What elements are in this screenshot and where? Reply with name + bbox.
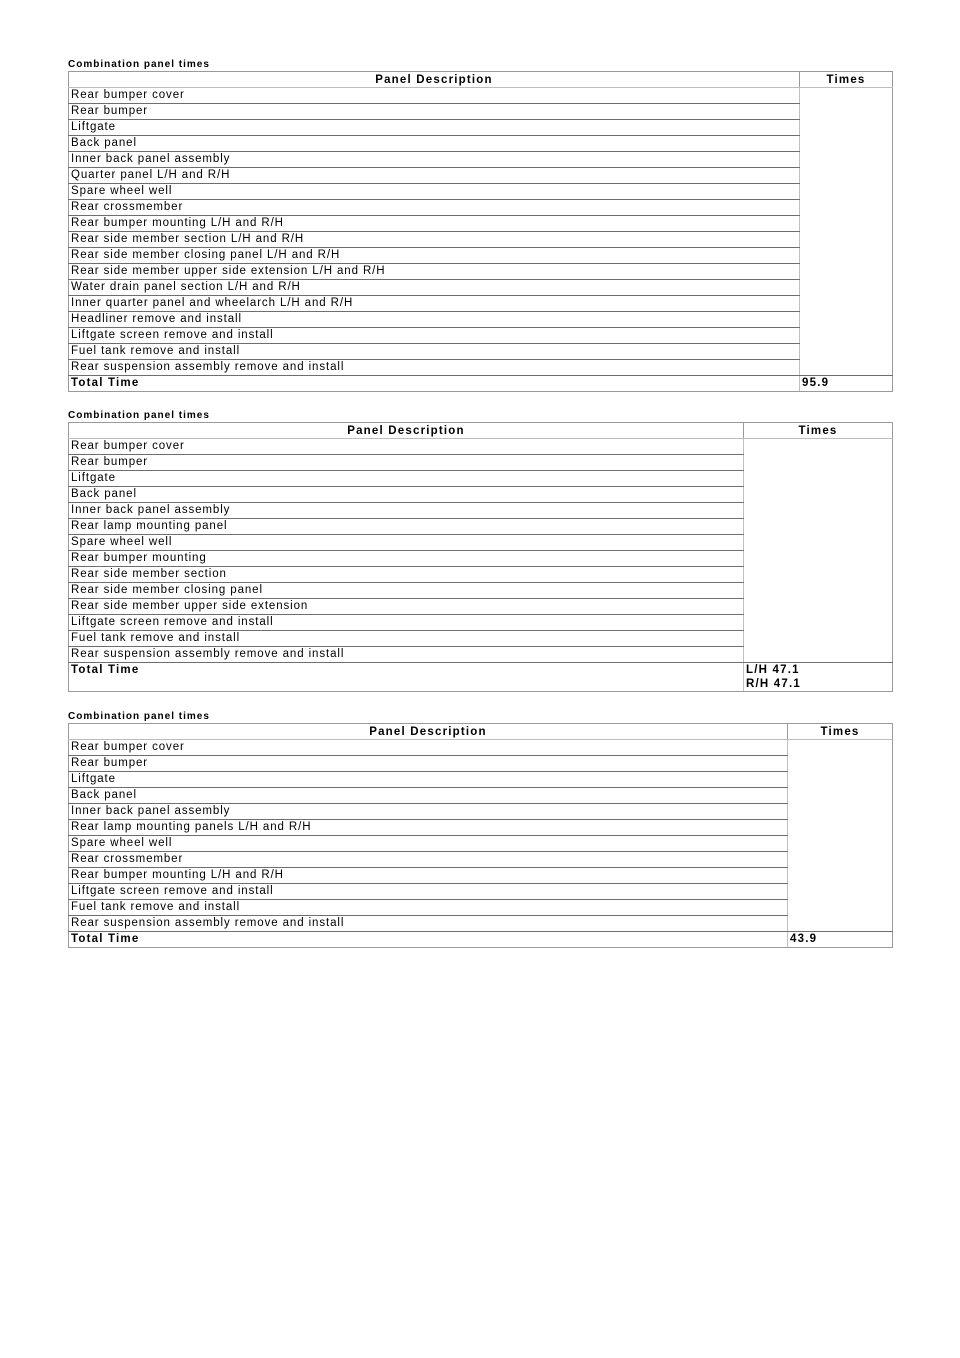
- total-time-label: Total Time: [69, 932, 788, 948]
- table-row: [69, 152, 893, 168]
- panel-description-cell: Liftgate screen remove and install: [69, 615, 744, 631]
- panel-description-cell: Inner back panel assembly: [69, 804, 788, 820]
- header-panel-description: Panel Description: [69, 724, 788, 740]
- panel-description-cell: Spare wheel well: [69, 836, 788, 852]
- panel-description-cell: Rear bumper mounting: [69, 551, 744, 567]
- header-times: Times: [788, 724, 893, 740]
- panel-description-cell: Fuel tank remove and install: [69, 631, 744, 647]
- panel-description-cell: Back panel: [69, 136, 800, 152]
- panel-description-cell: Back panel: [69, 487, 744, 503]
- panel-description-cell: Rear suspension assembly remove and install: [69, 916, 788, 932]
- table-header-row: [69, 724, 893, 740]
- panel-description-cell: Headliner remove and install: [69, 312, 800, 328]
- table-row: [69, 344, 893, 360]
- total-time-value: [788, 932, 893, 948]
- panel-description-cell: Rear crossmember: [69, 200, 800, 216]
- panel-description-cell: Rear side member closing panel: [69, 583, 744, 599]
- table-header-row: [69, 423, 893, 439]
- table-row: [69, 852, 893, 868]
- table-row: [69, 296, 893, 312]
- total-time-value-line: 43.9: [790, 933, 818, 945]
- total-time-label: Total Time: [69, 663, 744, 692]
- table-row: [69, 216, 893, 232]
- panel-description-cell: Spare wheel well: [69, 184, 800, 200]
- panel-description-cell: Rear suspension assembly remove and install: [69, 647, 744, 663]
- total-row: [69, 663, 893, 692]
- table-row: [69, 916, 893, 932]
- panel-times-table: [68, 422, 893, 692]
- table-row: [69, 439, 893, 455]
- section-caption: Combination panel times: [68, 410, 210, 421]
- total-time-label: Total Time: [69, 376, 800, 392]
- table-row: [69, 804, 893, 820]
- panel-times-section-1: [68, 58, 892, 392]
- section-caption: Combination panel times: [68, 59, 210, 70]
- table-row: [69, 88, 893, 104]
- times-cell: [800, 88, 893, 376]
- panel-times-table: [68, 71, 893, 392]
- section-caption: Combination panel times: [68, 711, 210, 722]
- panel-description-cell: Rear side member section L/H and R/H: [69, 232, 800, 248]
- panel-description-cell: Rear side member upper side extension L/H and R/H: [69, 264, 800, 280]
- table-row: [69, 136, 893, 152]
- panel-description-cell: Liftgate screen remove and install: [69, 328, 800, 344]
- table-row: [69, 328, 893, 344]
- table-row: [69, 312, 893, 328]
- table-row: [69, 200, 893, 216]
- panel-description-cell: Rear bumper mounting L/H and R/H: [69, 216, 800, 232]
- panel-times-section-3: [68, 710, 892, 948]
- panel-description-cell: Inner back panel assembly: [69, 152, 800, 168]
- panel-description-cell: Inner quarter panel and wheelarch L/H and R/H: [69, 296, 800, 312]
- panel-description-cell: Fuel tank remove and install: [69, 900, 788, 916]
- panel-description-cell: Rear bumper: [69, 455, 744, 471]
- table-row: [69, 104, 893, 120]
- table-row: [69, 820, 893, 836]
- table-row: [69, 232, 893, 248]
- table-row: [69, 360, 893, 376]
- total-time-value: [744, 663, 893, 692]
- panel-description-cell: Rear side member closing panel L/H and R/H: [69, 248, 800, 264]
- times-cell: [744, 439, 893, 663]
- table-row: [69, 836, 893, 852]
- table-row: [69, 184, 893, 200]
- panel-times-section-2: [68, 409, 892, 692]
- panel-description-cell: Liftgate: [69, 120, 800, 136]
- panel-description-cell: Rear side member section: [69, 567, 744, 583]
- table-row: [69, 772, 893, 788]
- panel-description-cell: Rear lamp mounting panels L/H and R/H: [69, 820, 788, 836]
- panel-description-cell: Rear lamp mounting panel: [69, 519, 744, 535]
- panel-description-cell: Rear side member upper side extension: [69, 599, 744, 615]
- table-row: [69, 280, 893, 296]
- panel-description-cell: Fuel tank remove and install: [69, 344, 800, 360]
- panel-description-cell: Liftgate: [69, 471, 744, 487]
- panel-description-cell: Rear suspension assembly remove and install: [69, 360, 800, 376]
- total-time-value: [800, 376, 893, 392]
- table-row: [69, 168, 893, 184]
- table-row: [69, 248, 893, 264]
- table-row: [69, 740, 893, 756]
- table-header-row: [69, 72, 893, 88]
- panel-description-cell: Water drain panel section L/H and R/H: [69, 280, 800, 296]
- panel-description-cell: Spare wheel well: [69, 535, 744, 551]
- panel-description-cell: Rear crossmember: [69, 852, 788, 868]
- header-panel-description: Panel Description: [69, 72, 800, 88]
- table-row: [69, 868, 893, 884]
- panel-description-cell: Rear bumper cover: [69, 439, 744, 455]
- panel-description-cell: Rear bumper: [69, 104, 800, 120]
- table-row: [69, 884, 893, 900]
- total-time-value-line: 95.9: [802, 377, 830, 389]
- panel-description-cell: Rear bumper mounting L/H and R/H: [69, 868, 788, 884]
- table-row: [69, 756, 893, 772]
- panel-description-cell: Inner back panel assembly: [69, 503, 744, 519]
- table-row: [69, 120, 893, 136]
- table-row: [69, 264, 893, 280]
- panel-description-cell: Liftgate screen remove and install: [69, 884, 788, 900]
- panel-description-cell: Rear bumper cover: [69, 740, 788, 756]
- panel-description-cell: Liftgate: [69, 772, 788, 788]
- panel-description-cell: Rear bumper: [69, 756, 788, 772]
- table-row: [69, 900, 893, 916]
- total-time-value-line: R/H 47.1: [746, 678, 801, 690]
- times-cell: [788, 740, 893, 932]
- panel-description-cell: Quarter panel L/H and R/H: [69, 168, 800, 184]
- panel-description-cell: Back panel: [69, 788, 788, 804]
- header-times: Times: [744, 423, 893, 439]
- table-row: [69, 788, 893, 804]
- header-panel-description: Panel Description: [69, 423, 744, 439]
- panel-description-cell: Rear bumper cover: [69, 88, 800, 104]
- total-row: [69, 932, 893, 948]
- total-time-value-line: L/H 47.1: [746, 664, 800, 676]
- total-row: [69, 376, 893, 392]
- header-times: Times: [800, 72, 893, 88]
- panel-times-table: [68, 723, 893, 948]
